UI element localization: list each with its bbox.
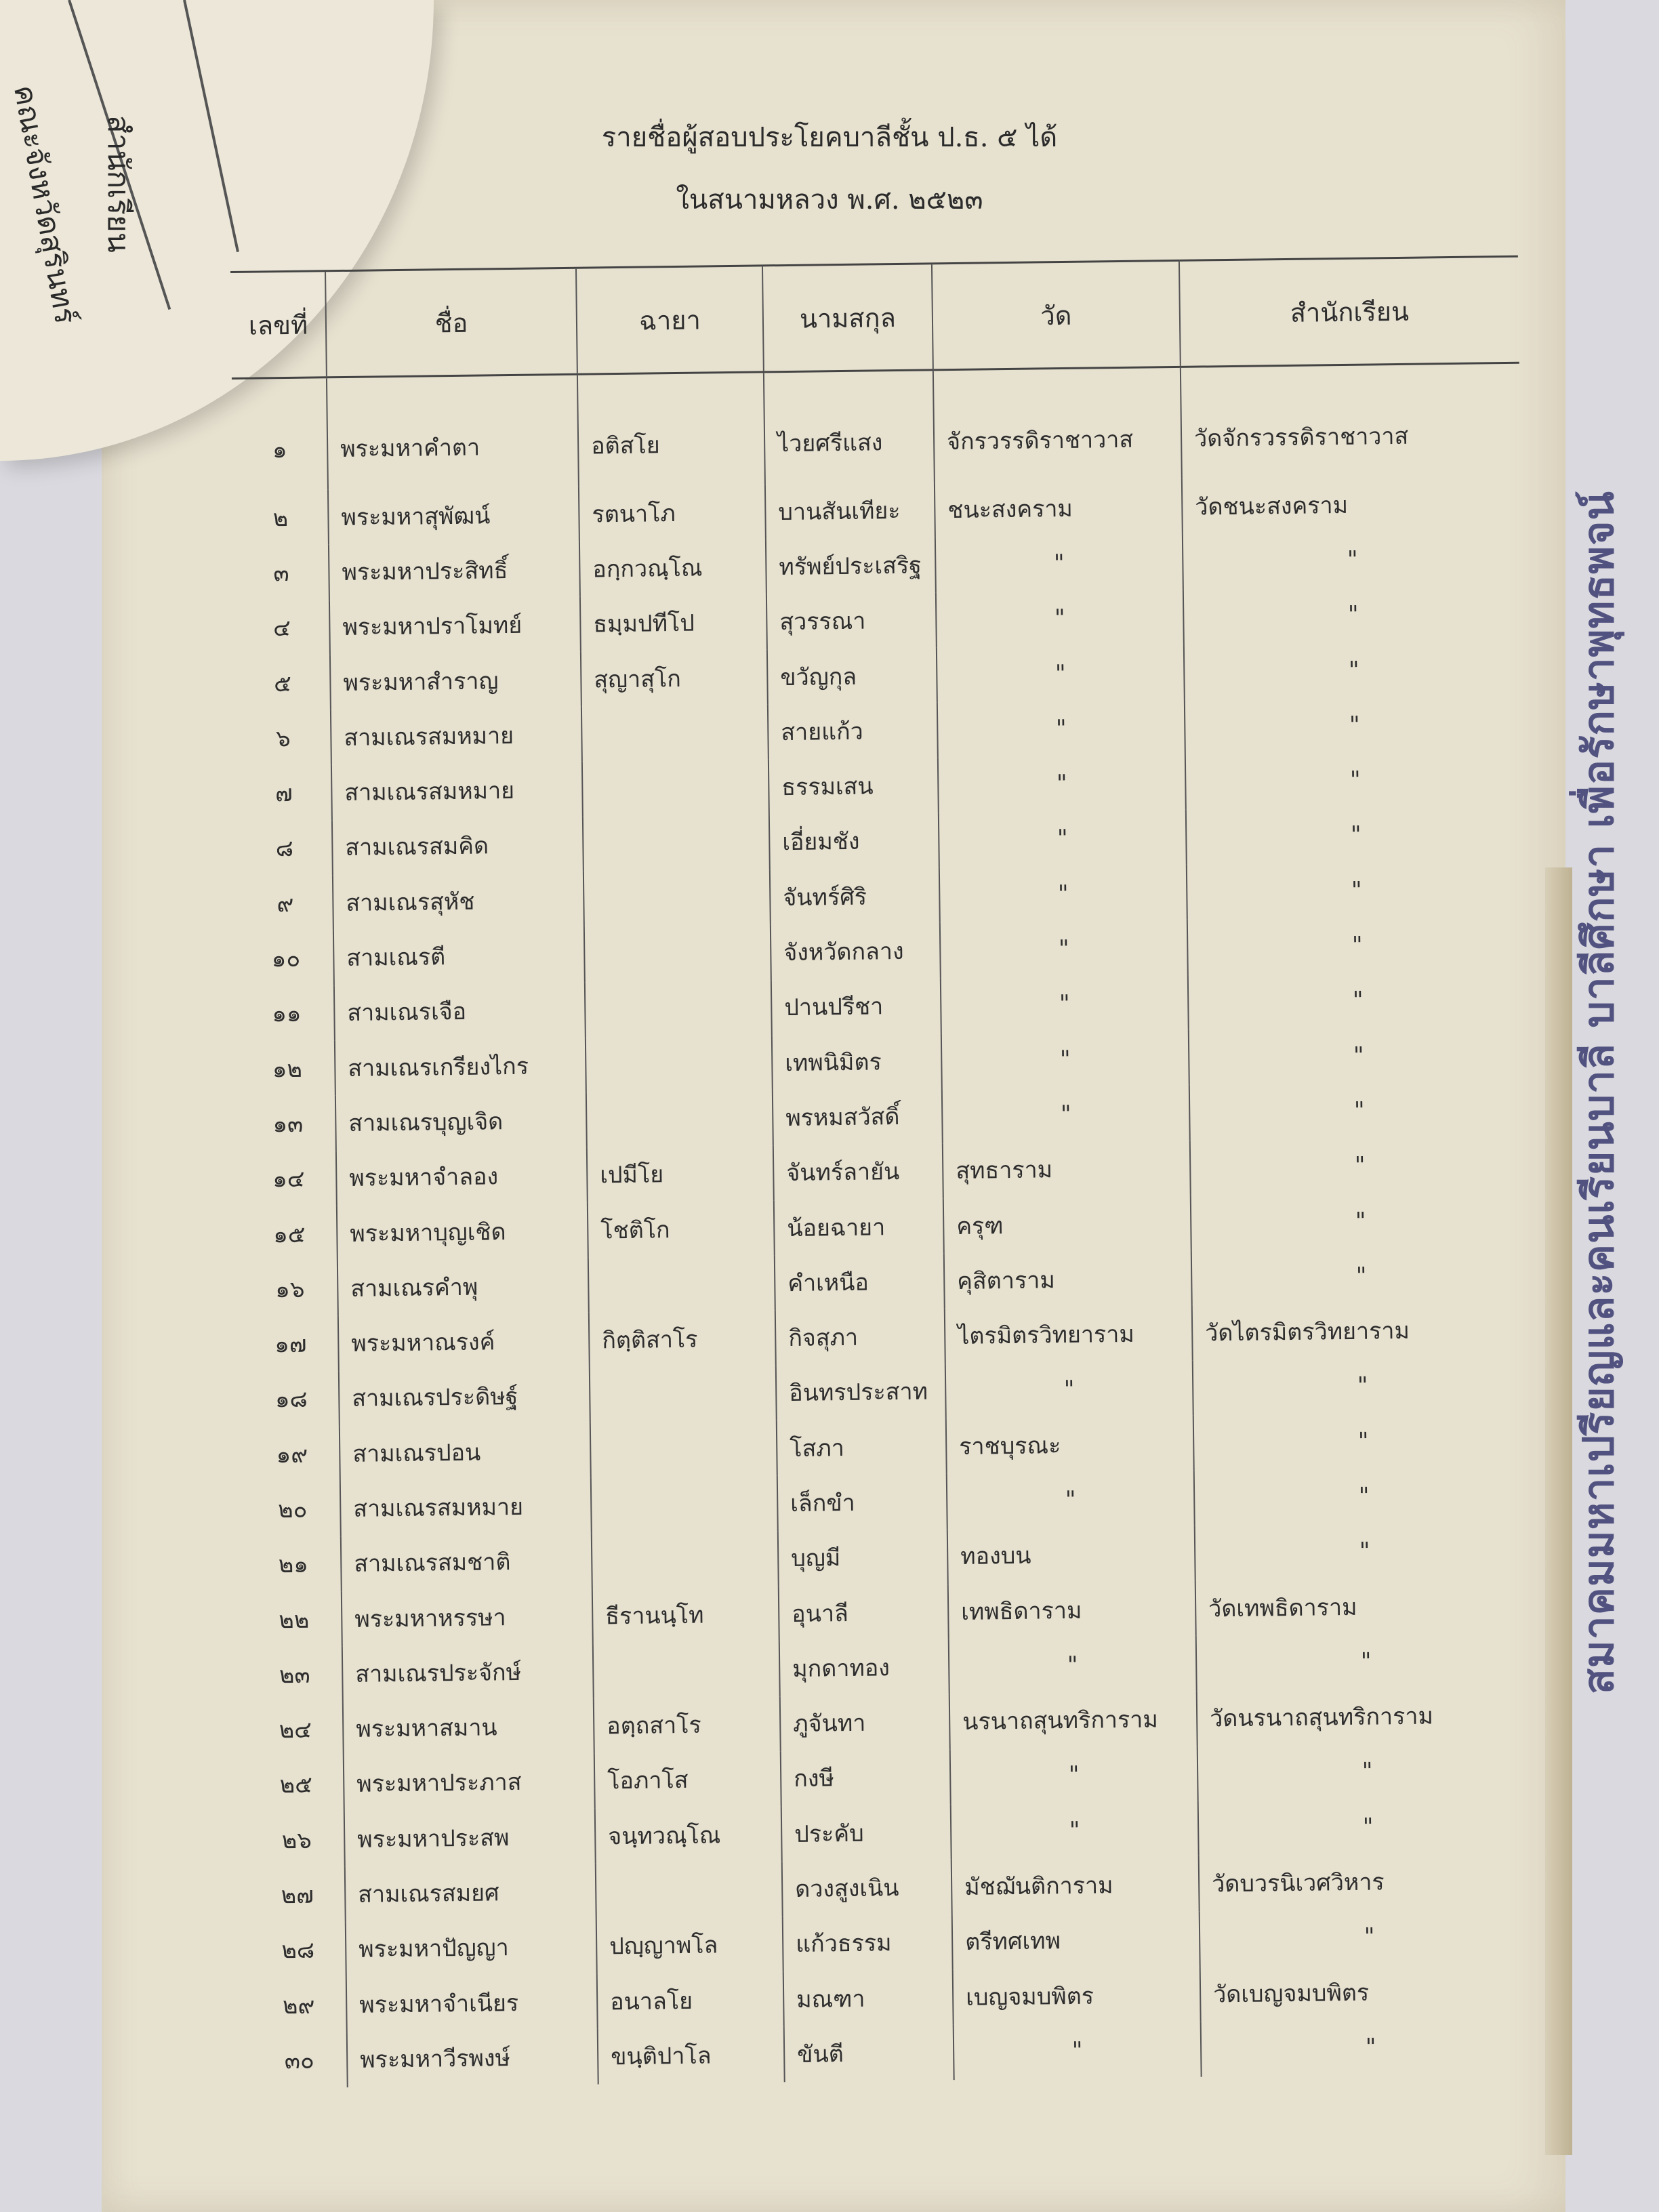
cell-number: ๑๑ (272, 1000, 302, 1028)
cell-surname: กงษี (781, 1749, 951, 1806)
cell-name: สามเณรสมชาติ (341, 1533, 592, 1591)
cell-surname: น้อยฉายา (774, 1198, 944, 1255)
cell-number: ๒๕ (279, 1771, 313, 1799)
cell-surname: โสภา (777, 1418, 947, 1475)
cell-surname: บานสันเทียะ (765, 482, 935, 539)
cell-school: วัดชนะสงคราม (1182, 475, 1521, 534)
cell-temple: คุสิตาราม (944, 1250, 1192, 1309)
cell-school: " (1200, 1907, 1539, 1966)
cell-monastic-name (582, 760, 769, 817)
cell-monastic-name (583, 869, 771, 927)
cell-monastic-name: อติสโย (577, 372, 765, 487)
cell-school: " (1189, 1081, 1529, 1140)
cell-name: พระมหาปัญญา (346, 1919, 597, 1977)
cell-monastic-name (590, 1366, 777, 1423)
cell-surname: อินทรประสาท (776, 1364, 946, 1420)
cell-school: " (1191, 1246, 1531, 1305)
cell-temple: จักรวรรดิราชาวาส (933, 367, 1182, 482)
cell-temple: " (939, 810, 1187, 868)
results-table (230, 255, 1540, 2089)
cell-school: " (1194, 1467, 1534, 1525)
cell-surname: กิจสุภา (775, 1309, 945, 1366)
cell-number: ๒๘ (281, 1937, 315, 1965)
table-header-row (230, 256, 1519, 378)
cell-temple: ครุฑ (943, 1195, 1191, 1254)
cell-temple: ไตรมิตรวิทยาราม (945, 1305, 1193, 1364)
cell-school: " (1187, 861, 1526, 920)
cell-name: สามเณรสมหมาย (331, 762, 583, 820)
cell-number: ๒ (272, 504, 289, 532)
cell-temple: " (937, 644, 1185, 703)
cell-number: ๑๓ (272, 1110, 304, 1139)
table-body (232, 363, 1540, 2088)
cell-school: " (1193, 1412, 1533, 1471)
cell-school: วัดนรนาถสุนทริการาม (1197, 1687, 1536, 1746)
cell-temple: " (954, 2022, 1202, 2080)
cell-name: สามเณรตี (333, 927, 585, 985)
cell-monastic-name: อนาลโย (597, 1971, 784, 2029)
cell-name: สามเณรปอน (340, 1423, 591, 1481)
cell-temple: เบญจมบพิตร (953, 1967, 1201, 2025)
cell-temple: " (949, 1636, 1197, 1694)
cell-surname: คำเหนือ (775, 1253, 945, 1310)
table-row (232, 363, 1521, 491)
cell-name: พระมหาประสพ (344, 1809, 596, 1867)
cell-temple: " (935, 534, 1183, 592)
cell-temple: " (938, 754, 1186, 813)
cell-school: วัดเทพธิดาราม (1195, 1577, 1535, 1636)
cell-temple: " (951, 1801, 1199, 1860)
cell-monastic-name: ขนฺติปาโล (598, 2027, 785, 2085)
cell-surname: บุญมี (778, 1529, 948, 1586)
cell-number: ๒๒ (279, 1606, 310, 1634)
cell-school: วัดเบญจมบพิตร (1200, 1963, 1540, 2022)
cell-number: ๔ (272, 615, 291, 642)
cell-number: ๑๙ (276, 1441, 308, 1469)
cell-name: พระมหาปราโมทย์ (329, 596, 581, 655)
cell-school: " (1183, 585, 1523, 644)
cell-school: " (1186, 806, 1525, 865)
cell-name: สามเณรเกรียงไกร (335, 1038, 586, 1096)
cell-surname: ไวยศรีแสง (764, 370, 935, 485)
cell-school: วัดจักรวรรดิราชาวาส (1181, 363, 1521, 479)
cell-number: ๓๐ (284, 2047, 315, 2075)
cell-number: ๗ (274, 780, 293, 808)
cell-monastic-name: ปญฺญาพโล (596, 1917, 783, 1974)
cell-number: ๑๖ (275, 1275, 305, 1304)
cell-number: ๓ (273, 559, 289, 588)
cell-surname: อุนาลี (779, 1584, 949, 1641)
cell-monastic-name (590, 1420, 777, 1478)
cell-name: สามเณรประจักษ์ (342, 1643, 594, 1702)
header-monastic-name: ฉายา (576, 266, 764, 374)
cell-school: วัดบวรนิเวศวิหาร (1199, 1852, 1538, 1911)
cell-name: สามเณรสุหัช (333, 872, 584, 930)
cell-name: พระมหาณรงค์ (338, 1313, 590, 1371)
cell-name: พระมหาประสิทธิ์ (329, 541, 580, 600)
cell-number: ๒๓ (279, 1661, 310, 1689)
cell-monastic-name: อตฺถสาโร (594, 1696, 781, 1754)
header-surname: นามสกุล (762, 264, 933, 372)
cell-temple: " (947, 1471, 1195, 1529)
cell-school: วัดไตรมิตรวิทยาราม (1192, 1301, 1532, 1360)
document-subtitle: ในสนามหลวง พ.ศ. ๒๕๒๓ (676, 184, 983, 216)
cell-temple: " (945, 1361, 1193, 1419)
cell-number: ๒๔ (279, 1716, 312, 1744)
cell-number: ๑๕ (272, 1221, 306, 1248)
cell-temple: " (937, 699, 1185, 758)
cell-number: ๒๐ (278, 1496, 308, 1524)
cell-monastic-name (592, 1531, 779, 1589)
cell-temple: สุทธาราม (943, 1140, 1191, 1198)
cell-name: พระมหาวีรพงษ์ (347, 2029, 598, 2087)
cell-name: พระมหาจำเนียร (346, 1974, 598, 2032)
cell-name: สามเณรสมหมาย (331, 707, 582, 765)
cell-school: " (1189, 1026, 1528, 1085)
cell-temple: เทพธิดาราม (948, 1581, 1196, 1639)
cell-number: ๑ (272, 436, 287, 464)
cell-monastic-name (596, 1862, 783, 1919)
cell-school: " (1201, 2018, 1540, 2076)
cell-surname: พรหมสวัสดิ์ (773, 1088, 943, 1145)
cell-monastic-name (586, 1090, 773, 1148)
header-school: สำนักเรียน (1179, 256, 1519, 367)
cell-monastic-name: โอภาโส (594, 1751, 781, 1809)
cell-monastic-name: รตนาโภ (579, 484, 766, 541)
cell-number: ๑๐ (271, 945, 301, 973)
cell-surname: ประคับ (781, 1804, 951, 1861)
cell-school: " (1196, 1632, 1536, 1691)
cell-temple: " (941, 975, 1189, 1033)
header-number: เลขที่ (230, 271, 327, 379)
cell-number: ๒๗ (281, 1881, 314, 1910)
cell-temple: " (940, 920, 1188, 978)
cell-school: " (1191, 1191, 1530, 1250)
cell-surname: ดวงสูงเนิน (782, 1860, 952, 1917)
cell-school: " (1188, 970, 1528, 1029)
curl-text-school: สำนักเรียน (101, 115, 136, 253)
cell-name: สามเณรประดิษฐ์ (339, 1368, 590, 1426)
cell-monastic-name: เปมีโย (587, 1145, 774, 1203)
cell-surname: ขันตี (784, 2024, 954, 2081)
cell-surname: สุวรรณา (766, 592, 937, 649)
cell-school: " (1183, 530, 1522, 589)
cell-monastic-name (588, 1255, 775, 1313)
cell-name: สามเณรเจือ (334, 982, 586, 1040)
cell-surname: จันทร์ลายัน (773, 1143, 943, 1200)
cell-name: พระมหาประภาส (344, 1753, 595, 1811)
header-name: ชื่อ (325, 268, 577, 377)
cell-temple: ชนะสงคราม (935, 479, 1183, 537)
watermark-text: สมาคมมหาเปรียญและคนเรียนบาลี บาลีศึกษา เพื่อรักษาพุทธพจน์ (1574, 491, 1623, 1694)
cell-name: พระมหาบุญเชิด (337, 1203, 588, 1261)
cell-number: ๑๒ (272, 1055, 303, 1083)
cell-number: ๑๗ (274, 1330, 307, 1359)
cell-monastic-name (583, 815, 770, 872)
cell-surname: ภูจันทา (780, 1694, 950, 1751)
cell-school: " (1187, 916, 1527, 975)
cell-temple: ราชบุรณะ (946, 1416, 1194, 1474)
results-table-container (230, 255, 1540, 2128)
cell-school: " (1185, 695, 1524, 754)
cell-number: ๘ (275, 835, 294, 863)
cell-name: สามเณรสมยศ (345, 1864, 596, 1922)
cell-number: ๒๙ (282, 1992, 315, 2020)
cell-surname: ทรัพย์ประเสริฐ (766, 537, 936, 594)
cell-monastic-name: ธีรานนฺโท (592, 1586, 779, 1643)
cell-surname: เทพนิมิตร (772, 1033, 942, 1090)
cell-temple: " (936, 589, 1184, 647)
cell-surname: จังหวัดกลาง (771, 923, 941, 980)
cell-monastic-name (584, 925, 771, 983)
cell-number: ๖ (275, 724, 291, 753)
cell-number: ๒๖ (281, 1826, 312, 1855)
cell-school: " (1185, 750, 1525, 809)
cell-surname: มุกดาทอง (779, 1639, 949, 1696)
cell-monastic-name: อกฺกวณฺโณ (579, 539, 766, 597)
cell-monastic-name (591, 1476, 778, 1534)
cell-school: " (1190, 1136, 1530, 1195)
cell-surname: ปานปรีชา (771, 978, 941, 1035)
cell-temple: มัชฌันติการาม (951, 1856, 1200, 1914)
cell-number: ๑๔ (272, 1165, 305, 1193)
cell-name: สามเณรสมคิด (332, 817, 583, 875)
cell-monastic-name: กิตฺติสาโร (589, 1311, 776, 1368)
cell-name: พระมหาสุพัฒน์ (328, 487, 579, 545)
cell-name: พระมหาจำลอง (336, 1147, 588, 1206)
cell-name: พระมหาสำราญ (330, 652, 581, 710)
cell-monastic-name (593, 1641, 780, 1698)
cell-surname: เอี่ยมชัง (769, 813, 939, 869)
cell-monastic-name: ธมฺมปทีโป (580, 594, 767, 652)
cell-number: ๒๑ (278, 1551, 309, 1579)
cell-school: " (1195, 1521, 1534, 1580)
cell-temple: ทองบน (947, 1525, 1195, 1584)
cell-surname: สายแก้ว (768, 702, 938, 759)
cell-surname: มณฑา (783, 1969, 954, 2026)
cell-temple: " (941, 1030, 1189, 1088)
cell-monastic-name (586, 1035, 773, 1092)
cell-school: " (1193, 1356, 1532, 1415)
cell-school: " (1184, 640, 1523, 699)
cell-monastic-name (585, 980, 772, 1038)
document-title: รายชื่อผู้สอบประโยคบาลีชั้น ป.ธ. ๕ ได้ (601, 122, 1058, 153)
cell-name: สามเณรคำพุ (337, 1258, 589, 1316)
cell-surname: จันทร์ศิริ (770, 867, 940, 924)
cell-name: พระมหาสมาน (343, 1698, 594, 1757)
header-temple: วัด (932, 260, 1181, 369)
cell-name: พระมหาคำตา (327, 374, 579, 489)
cell-monastic-name (581, 705, 769, 762)
cell-number: ๑๘ (274, 1386, 308, 1414)
cell-surname: ธรรมเสน (769, 758, 939, 815)
cell-monastic-name: จนฺทวณฺโณ (595, 1806, 782, 1864)
cell-surname: ขวัญกุล (767, 647, 937, 704)
cell-number: ๙ (276, 890, 294, 918)
cell-temple: " (939, 865, 1187, 923)
cell-surname: แก้วธรรม (783, 1914, 953, 1971)
cell-school: " (1198, 1797, 1538, 1856)
cell-surname: เล็กขำ (777, 1474, 947, 1531)
cell-monastic-name: สุญาสุโก (581, 649, 768, 707)
cell-temple: " (950, 1746, 1198, 1805)
cell-school: " (1197, 1742, 1537, 1801)
cell-temple: นรนาถสุนทริการาม (949, 1691, 1197, 1749)
cell-temple: ตรีทศเทพ (952, 1911, 1200, 1969)
cell-name: พระมหาหรรษา (342, 1589, 593, 1647)
cell-name: สามเณรบุญเจิด (335, 1092, 587, 1151)
curl-text-province: คณะจังหวัดสุรินทร์ (6, 82, 83, 327)
cell-number: ๕ (273, 670, 292, 697)
cell-monastic-name: โชติโก (588, 1200, 775, 1258)
cell-name: สามเณรสมหมาย (340, 1478, 592, 1536)
cell-temple: " (942, 1085, 1190, 1143)
